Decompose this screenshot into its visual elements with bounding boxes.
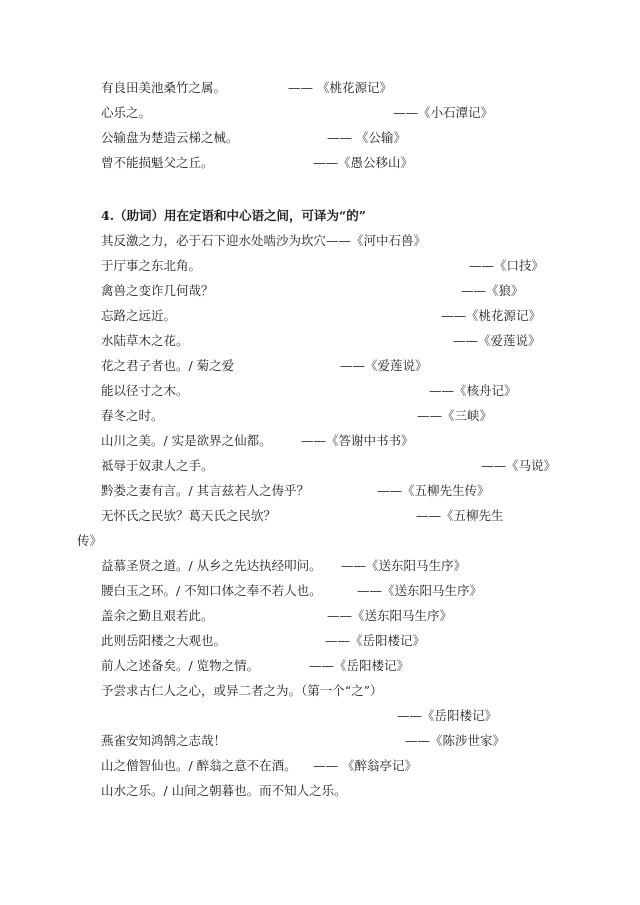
item-source: ——《五柳先生 <box>416 508 504 523</box>
line-source: —— 《桃花源记》 <box>288 80 392 95</box>
item-source: ——《五柳先生传》 <box>377 483 490 498</box>
item-source: ——《岳阳楼记》 <box>325 633 426 648</box>
line-source: —— 《公输》 <box>327 130 406 145</box>
item-text: 益慕圣贤之道。/ 从乡之先达执经叩问。 <box>101 558 322 573</box>
item-source: —— 《醉翁亭记》 <box>313 758 417 773</box>
item-source: ——《口技》 <box>469 258 545 273</box>
item-text: 其反激之力，必于石下迎水处啮沙为坎穴——《河中石兽》 <box>101 233 427 248</box>
item-source: ——《答谢中书书》 <box>301 433 414 448</box>
item-source: ——《送东阳马生序》 <box>327 608 453 623</box>
item-source: ——《三峡》 <box>417 408 493 423</box>
item-text: 盖余之勤且艰若此。 <box>101 608 214 623</box>
item-text: 腰白玉之环。/ 不知口体之奉不若人也。 <box>101 583 322 598</box>
item-text: 此则岳阳楼之大观也。 <box>101 633 227 648</box>
item-source: ——《送东阳马生序》 <box>341 558 467 573</box>
item-text: 能以径寸之木。 <box>101 383 189 398</box>
item-source: ——《狼》 <box>461 283 524 298</box>
line-text: 公输盘为楚造云梯之械。 <box>101 130 239 145</box>
item-source: ——《爱莲说》 <box>453 333 541 348</box>
item-text-continuation: 传》 <box>77 533 103 548</box>
line-text: 曾不能损魁父之丘。 <box>101 155 214 170</box>
line-text: 心乐之。 <box>101 105 152 120</box>
line-source: ——《愚公移山》 <box>313 155 414 170</box>
section-heading: 4.（助词）用在定语和中心语之间，可译为“的” <box>101 208 366 223</box>
item-text: 水陆草木之花。 <box>101 333 189 348</box>
item-source: ——《陈涉世家》 <box>405 733 506 748</box>
item-text: 山水之乐。/ 山间之朝暮也。而不知人之乐。 <box>101 783 347 798</box>
item-source: ——《送东阳马生序》 <box>357 583 483 598</box>
item-source: ——《岳阳楼记》 <box>397 708 498 723</box>
item-text: 花之君子者也。/ 菊之爱 <box>101 358 235 373</box>
item-source: ——《桃花源记》 <box>441 308 542 323</box>
item-text: 春冬之时。 <box>101 408 164 423</box>
item-text: 前人之述备矣。/ 览物之情。 <box>101 658 260 673</box>
item-text: 予尝求古仁人之心，或异二者之为。（第一个“之”） <box>101 683 383 698</box>
item-text: 山川之美。/ 实是欲界之仙都。 <box>101 433 272 448</box>
item-text: 燕雀安知鸿鹄之志哉！ <box>101 733 227 748</box>
item-source: ——《核舟记》 <box>429 383 517 398</box>
item-text: 祗辱于奴隶人之手。 <box>101 458 214 473</box>
line-text: 有良田美池桑竹之属。 <box>101 80 227 95</box>
line-source: ——《小石潭记》 <box>393 105 494 120</box>
item-text: 忘路之远近。 <box>101 308 177 323</box>
item-text: 禽兽之变诈几何哉？ <box>101 283 214 298</box>
item-source: ——《爱莲说》 <box>340 358 428 373</box>
item-source: ——《马说》 <box>481 458 557 473</box>
item-text: 山之僧智仙也。/ 醉翁之意不在酒。 <box>101 758 297 773</box>
item-text: 黔娄之妻有言。/ 其言兹若人之俦乎？ <box>101 483 310 498</box>
item-text: 于厅事之东北角。 <box>101 258 202 273</box>
item-source: ——《岳阳楼记》 <box>309 658 410 673</box>
item-text: 无怀氏之民欤？葛天氏之民欤？ <box>101 508 277 523</box>
